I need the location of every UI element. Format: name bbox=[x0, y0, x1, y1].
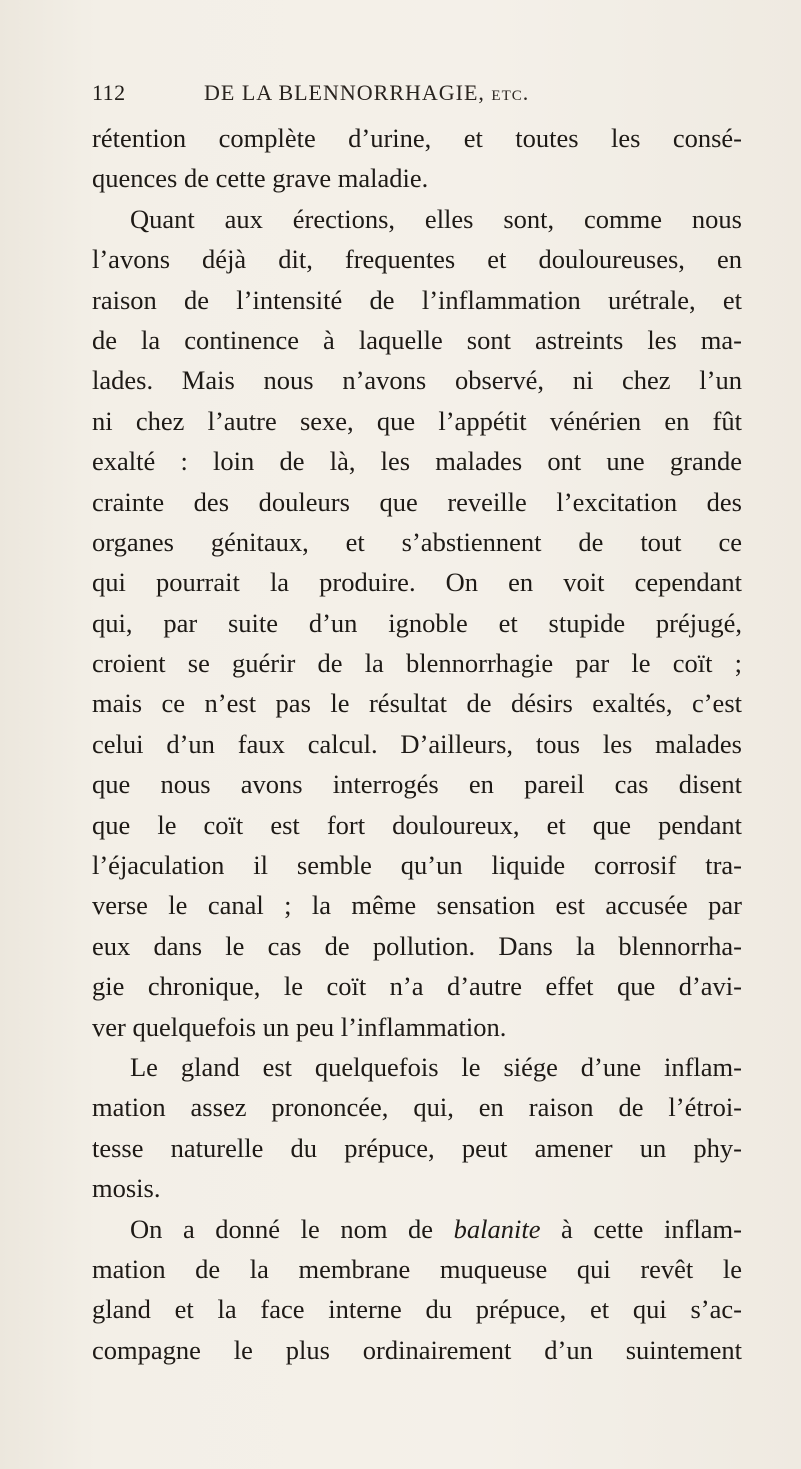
text-line: de la continence à laquelle sont astreints les ma- bbox=[92, 324, 742, 355]
text-line: mais ce n’est pas le résultat de désirs exaltés, c’est bbox=[92, 688, 742, 719]
text-line: celui d’un faux calcul. D’ailleurs, tous les malades bbox=[92, 728, 742, 759]
text-line: ver quelquefois un peu l’inflammation. bbox=[92, 1011, 507, 1042]
text-line: l’éjaculation il semble qu’un liquide corrosif tra- bbox=[92, 850, 742, 881]
text-line: rétention complète d’urine, et toutes les consé- bbox=[92, 123, 742, 153]
text-line: l’avons déjà dit, frequentes et douloureuses, en bbox=[92, 244, 742, 275]
text-line: tesse naturelle du prépuce, peut amener un phy- bbox=[92, 1132, 742, 1163]
body-text bbox=[92, 118, 742, 1370]
italic-term: balanite bbox=[453, 1213, 541, 1244]
text-line: organes génitaux, et s’abstiennent de tout ce bbox=[92, 526, 742, 557]
paragraph-start-line: Quant aux érections, elles sont, comme nous bbox=[130, 203, 742, 234]
text-line: que le coït est fort douloureux, et que pendant bbox=[92, 809, 742, 840]
running-head: DE LA BLENNORRHAGIE, etc. bbox=[204, 80, 530, 105]
page-header bbox=[92, 80, 712, 116]
text-line: gland et la face interne du prépuce, et qui s’ac- bbox=[92, 1294, 742, 1325]
paragraph-start-line bbox=[92, 1209, 742, 1249]
text-line: lades. Mais nous n’avons observé, ni chez l’un bbox=[92, 365, 742, 396]
page-number: 112 bbox=[92, 80, 126, 105]
text-line: compagne le plus ordinairement d’un suintement bbox=[92, 1334, 742, 1365]
text-line: exalté : loin de là, les malades ont une grande bbox=[92, 446, 742, 477]
text-line: mation de la membrane muqueuse qui revêt le bbox=[92, 1253, 742, 1284]
text-line: crainte des douleurs que reveille l’excitation des bbox=[92, 486, 742, 517]
text-line: verse le canal ; la même sensation est accusée par bbox=[92, 890, 742, 921]
text-line: ni chez l’autre sexe, que l’appétit vénérien en fût bbox=[92, 405, 742, 436]
text-line: gie chronique, le coït n’a d’autre effet que d’avi- bbox=[92, 971, 742, 1002]
text-line: raison de l’intensité de l’inflammation urétrale, et bbox=[92, 284, 742, 315]
text-line: eux dans le cas de pollution. Dans la blennorrha- bbox=[92, 930, 742, 961]
text-segment: On a donné le nom de bbox=[130, 1213, 454, 1244]
paragraph-start-line: Le gland est quelquefois le siége d’une inflam- bbox=[130, 1051, 742, 1082]
text-segment: à cette inflam- bbox=[540, 1213, 742, 1244]
text-line: que nous avons interrogés en pareil cas disent bbox=[92, 769, 742, 800]
text-line: quences de cette grave maladie. bbox=[92, 163, 429, 194]
text-line: mation assez prononcée, qui, en raison de l’étroi- bbox=[92, 1092, 742, 1123]
text-line: mosis. bbox=[92, 1173, 161, 1204]
text-line: qui pourrait la produire. On en voit cependant bbox=[92, 567, 742, 598]
text-line: croient se guérir de la blennorrhagie par le coït ; bbox=[92, 648, 742, 679]
text-line: qui, par suite d’un ignoble et stupide préjugé, bbox=[92, 607, 742, 638]
